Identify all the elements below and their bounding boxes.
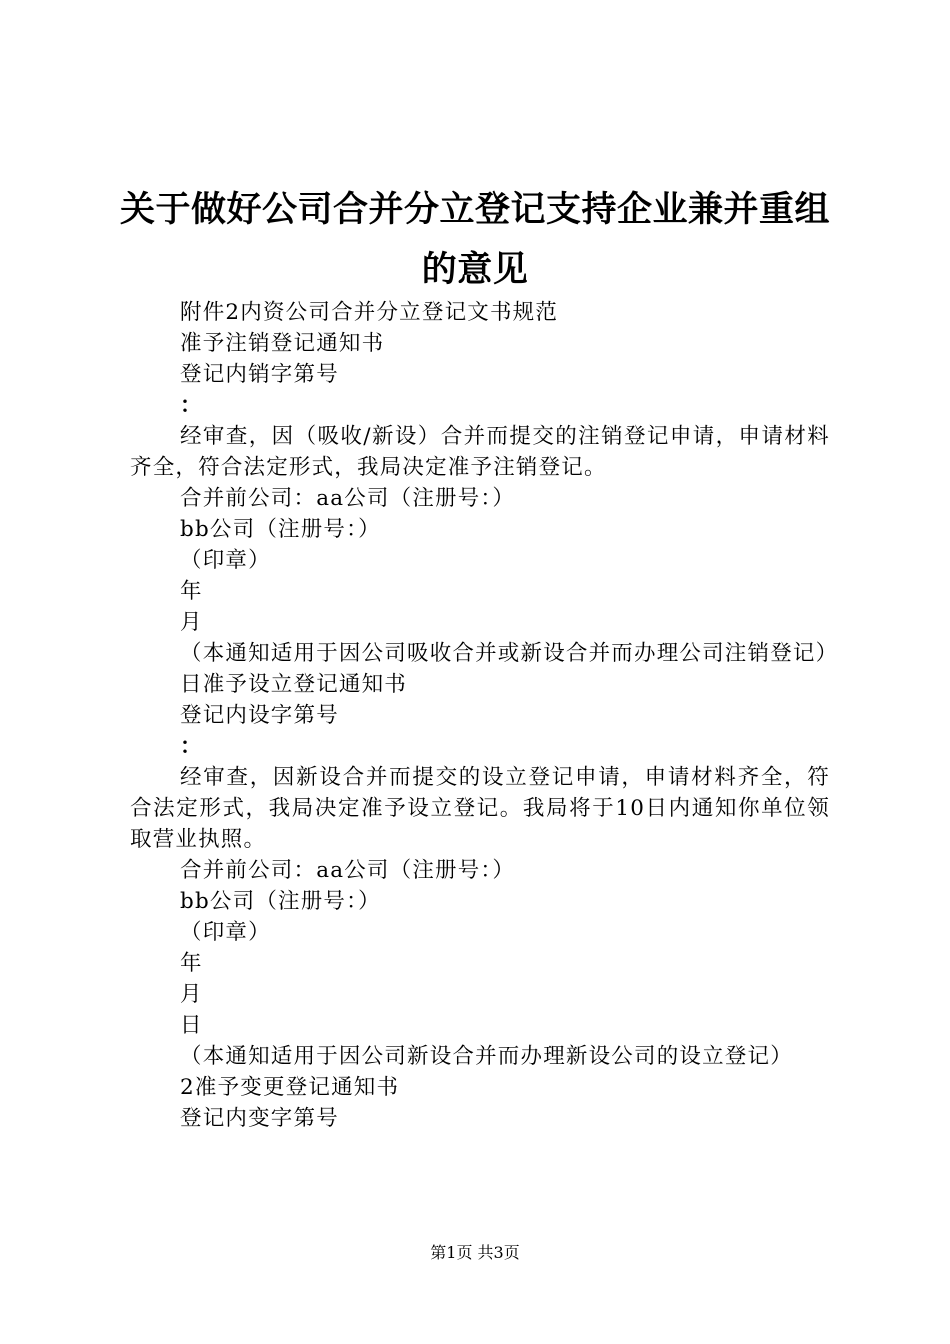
pre-merger-company-line: 合并前公司：aa公司（注册号：） (180, 858, 516, 883)
seal-line: （印章） (180, 920, 271, 945)
registration-number-line: 登记内变字第号 (180, 1106, 339, 1131)
month-line: 月 (180, 982, 203, 1007)
review-paragraph: 经审查，因（吸收/新设）合并而提交的注销登记申请，申请材料齐全，符合法定形式，我局决定准予注销登记。 (130, 424, 830, 480)
year-line: 年 (180, 579, 203, 604)
registration-number-line: 登记内设字第号 (180, 703, 339, 728)
day-line: 日 (180, 1013, 203, 1038)
document-title-line-1: 关于做好公司合并分立登记支持企业兼并重组 (119, 189, 830, 230)
notice-title-cancellation: 准予注销登记通知书 (180, 331, 385, 356)
seal-line: （印章） (180, 548, 271, 573)
month-line: 月 (180, 610, 203, 635)
year-line: 年 (180, 951, 203, 976)
pre-merger-company-line: 合并前公司：aa公司（注册号：） (180, 486, 516, 511)
applicability-note: （本通知适用于因公司吸收合并或新设合并而办理公司注销登记） (180, 641, 839, 666)
notice-title-establishment: 日准予设立登记通知书 (180, 672, 408, 697)
addressee-colon: ： (180, 393, 203, 418)
notice-title-change: 2准予变更登记通知书 (180, 1075, 400, 1100)
applicability-note: （本通知适用于因公司新设合并而办理新设公司的设立登记） (180, 1044, 793, 1069)
review-paragraph: 经审查，因新设合并而提交的设立登记申请，申请材料齐全，符合法定形式，我局决定准予设立登记。我局将于10日内通知你单位领取营业执照。 (130, 765, 830, 852)
page-number-footer: 第1页 共3页 (430, 1243, 520, 1262)
addressee-colon: ： (180, 734, 203, 759)
document-body (130, 297, 839, 1134)
document-title-line-2: 的意见 (421, 249, 529, 290)
attachment-heading: 附件2内资公司合并分立登记文书规范 (180, 300, 559, 325)
company-bb-line: bb公司（注册号：） (180, 889, 381, 914)
registration-number-line: 登记内销字第号 (180, 362, 339, 387)
company-bb-line: bb公司（注册号：） (180, 517, 381, 542)
